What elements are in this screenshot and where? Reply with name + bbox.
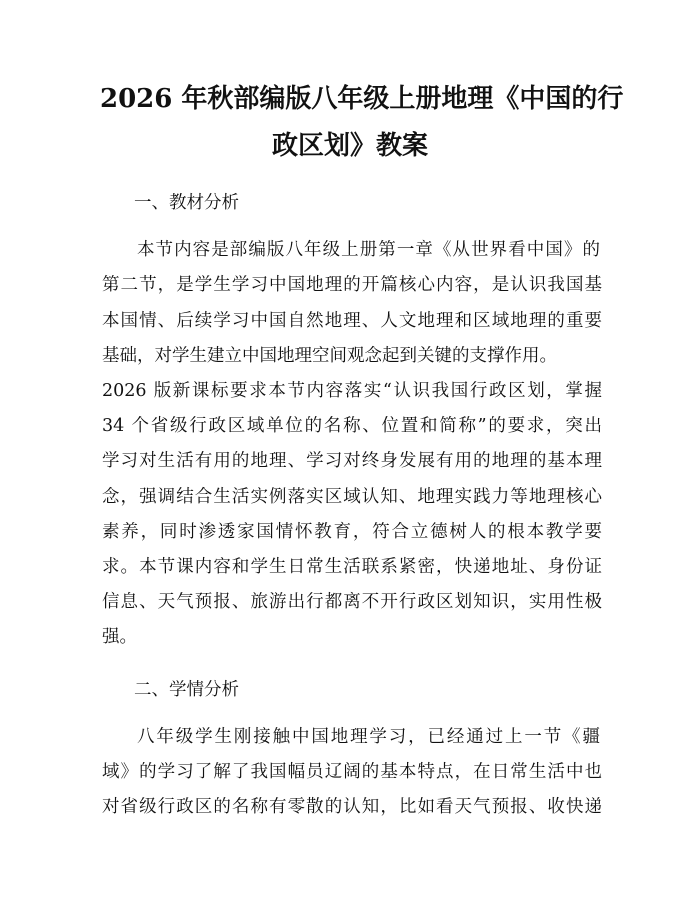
paragraph-line: 34 个省级行政区域单位的名称、位置和简称”的要求，突出 (102, 416, 602, 436)
paragraph-line: 本节内容是部编版八年级上册第一章《从世界看中国》的 (137, 240, 600, 260)
paragraph-line: 对省级行政区的名称有零散的认知，比如看天气预报、收快递 (102, 797, 602, 817)
paragraph-line: 本国情、后续学习中国自然地理、人文地理和区域地理的重要 (102, 311, 602, 331)
document-title-line-2: 政区划》教案 (271, 131, 428, 161)
paragraph-line: 素养，同时渗透家国情怀教育，符合立德树人的根本教学要 (102, 522, 602, 542)
paragraph-line: 求。本节课内容和学生日常生活联系紧密，快递地址、身份证 (102, 557, 602, 577)
paragraph-line: 八年级学生刚接触中国地理学习，已经通过上一节《疆 (137, 727, 600, 747)
paragraph-line: 强。 (102, 627, 137, 647)
paragraph-line: 基础，对学生建立中国地理空间观念起到关键的支撑作用。 (102, 346, 557, 366)
paragraph-line: 信息、天气预报、旅游出行都离不开行政区划知识，实用性极 (102, 592, 602, 612)
paragraph-line: 学习对生活有用的地理、学习对终身发展有用的地理的基本理 (102, 451, 602, 471)
paragraph-line: 第二节，是学生学习中国地理的开篇核心内容，是认识我国基 (102, 275, 602, 295)
section-heading-textbook-analysis: 一、教材分析 (134, 193, 239, 213)
paragraph-line: 域》的学习了解了我国幅员辽阔的基本特点，在日常生活中也 (102, 762, 602, 782)
paragraph-line: 2026 版新课标要求本节内容落实“认识我国行政区划，掌握 (102, 381, 602, 401)
section-heading-student-analysis: 二、学情分析 (134, 680, 239, 700)
paragraph-line: 念，强调结合生活实例落实区域认知、地理实践力等地理核心 (102, 487, 602, 507)
document-title-line-1: 2026 年秋部编版八年级上册地理《中国的行 (100, 84, 624, 114)
